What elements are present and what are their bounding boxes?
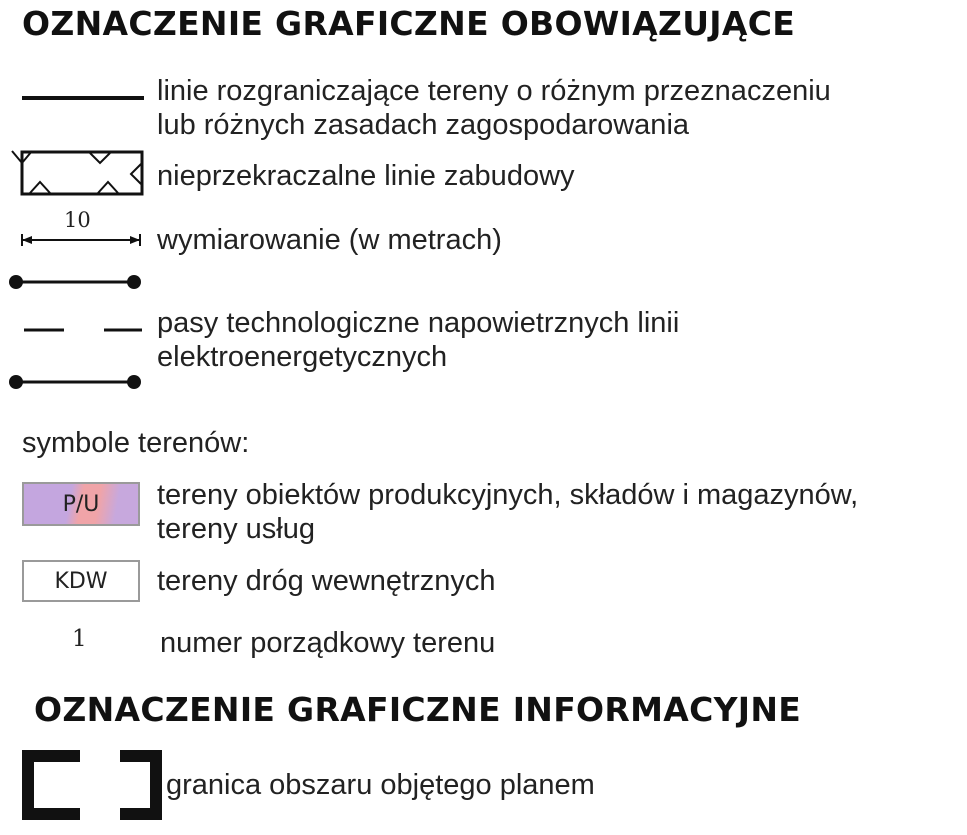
legend-text-boundary-1: linie rozgraniczające tereny o różnym przeznaczeniu <box>157 75 831 107</box>
legend-text-boundary-2: lub różnych zasadach zagospodarowania <box>157 109 690 141</box>
dimension-label: 10 <box>64 208 91 232</box>
legend-text-kdw: tereny dróg wewnętrznych <box>157 565 496 597</box>
solid-line-icon <box>20 92 146 104</box>
area-number-sample: 1 <box>72 626 87 652</box>
power-line-strip-icon <box>8 266 148 390</box>
legend-text-power-strip-1: pasy technologiczne napowietrznych linii <box>157 307 680 339</box>
informative-section-title: OZNACZENIE GRAFICZNE INFORMACYJNE <box>34 690 802 729</box>
legend-text-building-line: nieprzekraczalne linie zabudowy <box>157 160 575 192</box>
pu-symbol-box: P/U <box>22 482 140 526</box>
legend-text-plan-boundary: granica obszaru objętego planem <box>166 769 595 801</box>
legend-text-power-strip-2: elektroenergetycznych <box>157 341 448 373</box>
area-symbols-heading: symbole terenów: <box>22 427 250 459</box>
legend-text-number: numer porządkowy terenu <box>160 627 496 659</box>
plan-boundary-icon <box>16 744 164 824</box>
building-line-icon <box>10 148 144 198</box>
kdw-symbol-box: KDW <box>22 560 140 602</box>
mandatory-section-title: OZNACZENIE GRAFICZNE OBOWIĄZUJĄCE <box>22 4 796 43</box>
legend-text-dimension: wymiarowanie (w metrach) <box>157 224 502 256</box>
legend-text-pu-1: tereny obiektów produkcyjnych, składów i magazynów, <box>157 479 859 511</box>
dimension-arrow-icon <box>18 230 144 250</box>
legend-text-pu-2: tereny usług <box>157 513 315 545</box>
